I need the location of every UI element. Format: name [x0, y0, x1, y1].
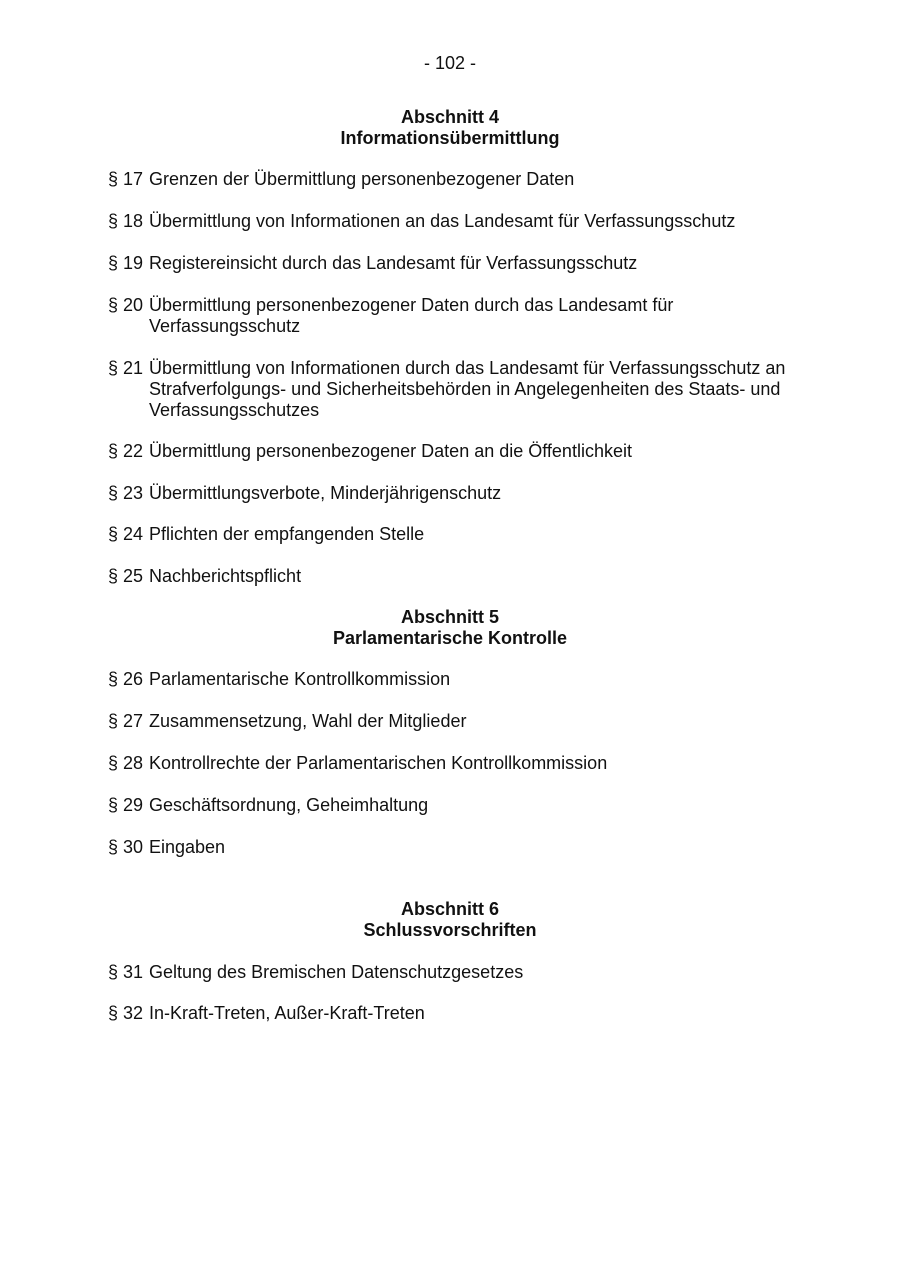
- paragraph-title: Registereinsicht durch das Landesamt für Verfassungsschutz: [149, 253, 638, 273]
- paragraph-number: § 30: [108, 837, 144, 857]
- paragraph-title: Geschäftsordnung, Geheimhaltung: [149, 795, 429, 815]
- paragraph-number: § 29: [108, 795, 144, 815]
- paragraph-number: § 27: [108, 711, 144, 731]
- paragraph-title: Übermittlung von Informationen durch das Landesamt für Verfassungsschutz an Strafverfolgungs- und Sicherheitsbehörden in Angelegenheiten des Staats- und Verfassungsschutzes: [149, 358, 786, 420]
- paragraph-number: § 25: [108, 566, 144, 586]
- paragraph-title: Parlamentarische Kontrollkommission: [149, 669, 451, 689]
- paragraph-title: Zusammensetzung, Wahl der Mitglieder: [149, 711, 467, 731]
- toc-entry-25: [108, 566, 808, 587]
- toc-entry-31: [108, 962, 808, 983]
- section-6-heading: [0, 899, 900, 941]
- section-4-title: Abschnitt 4: [400, 107, 499, 127]
- toc-entry-30: [108, 837, 808, 858]
- toc-entry-23: [108, 483, 808, 504]
- paragraph-title: Nachberichtspflicht: [149, 566, 302, 586]
- paragraph-number: § 18: [108, 211, 144, 231]
- paragraph-number: § 24: [108, 524, 144, 544]
- paragraph-number: § 23: [108, 483, 144, 503]
- paragraph-number: § 31: [108, 962, 144, 982]
- paragraph-title: Übermittlung personenbezogener Daten an die Öffentlichkeit: [149, 441, 632, 461]
- section-4-subtitle: Informationsübermittlung: [340, 128, 560, 148]
- section-6-subtitle: Schlussvorschriften: [363, 920, 537, 940]
- toc-entry-17: [108, 169, 808, 190]
- toc-entry-24: [108, 524, 808, 545]
- paragraph-number: § 17: [108, 169, 144, 189]
- paragraph-number: § 19: [108, 253, 144, 273]
- section-5-title: Abschnitt 5: [400, 607, 499, 627]
- toc-entry-27: [108, 711, 808, 732]
- paragraph-title: Übermittlungsverbote, Minderjährigenschutz: [149, 483, 502, 503]
- paragraph-title: Geltung des Bremischen Datenschutzgesetzes: [149, 962, 524, 982]
- paragraph-number: § 32: [108, 1003, 144, 1023]
- toc-entry-18: [108, 211, 808, 232]
- paragraph-number: § 21: [108, 358, 144, 378]
- paragraph-number: § 22: [108, 441, 144, 461]
- page-number: - 102 -: [423, 53, 477, 73]
- toc-entry-19: [108, 253, 808, 274]
- paragraph-title: Eingaben: [149, 837, 226, 857]
- paragraph-title: In-Kraft-Treten, Außer-Kraft-Treten: [149, 1003, 425, 1023]
- toc-entry-32: [108, 1003, 808, 1024]
- paragraph-title: Übermittlung von Informationen an das Landesamt für Verfassungsschutz: [149, 211, 736, 231]
- toc-entry-22: [108, 441, 808, 462]
- paragraph-title: Pflichten der empfangenden Stelle: [149, 524, 425, 544]
- paragraph-title: Grenzen der Übermittlung personenbezogener Daten: [149, 169, 575, 189]
- toc-entry-20: [108, 295, 698, 337]
- section-5-subtitle: Parlamentarische Kontrolle: [332, 628, 568, 648]
- paragraph-number: § 26: [108, 669, 144, 689]
- toc-entry-21: [108, 358, 788, 421]
- paragraph-title: Übermittlung personenbezogener Daten durch das Landesamt für Verfassungsschutz: [149, 295, 674, 336]
- paragraph-title: Kontrollrechte der Parlamentarischen Kontrollkommission: [149, 753, 608, 773]
- section-6-title: Abschnitt 6: [400, 899, 499, 919]
- toc-entry-29: [108, 795, 808, 816]
- toc-entry-28: [108, 753, 808, 774]
- section-5-heading: [0, 607, 900, 649]
- section-4-heading: [0, 107, 900, 149]
- paragraph-number: § 20: [108, 295, 144, 315]
- toc-entry-26: [108, 669, 808, 690]
- paragraph-number: § 28: [108, 753, 144, 773]
